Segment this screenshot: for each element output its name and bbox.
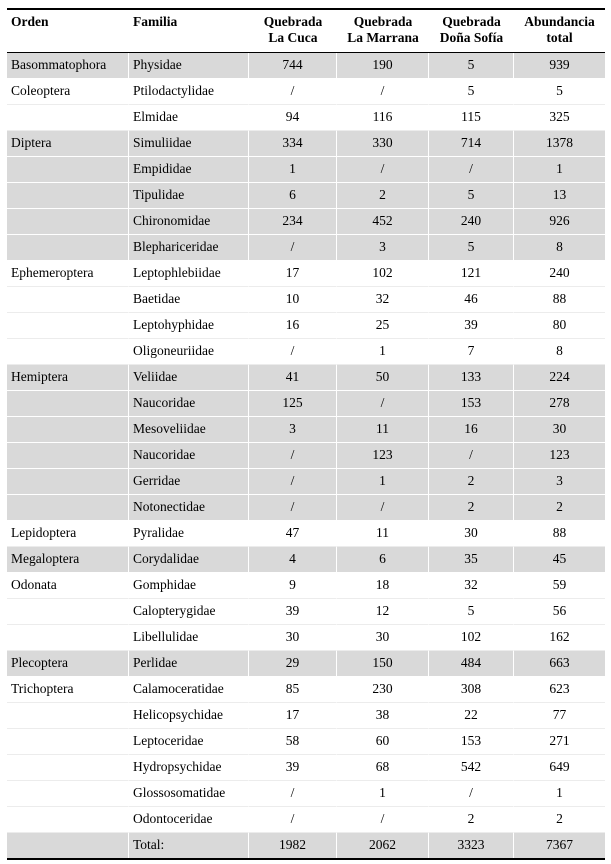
value-la-marrana: 11 (337, 417, 429, 443)
value-la-marrana: 68 (337, 755, 429, 781)
value-dona-sofia: 2 (429, 469, 514, 495)
col-header-quebrada-la-marrana-line1: Quebrada (353, 14, 413, 29)
col-header-familia (129, 10, 249, 53)
value-abundancia-total: 278 (514, 391, 605, 417)
table-row (7, 625, 605, 651)
value-abundancia-total: 1 (514, 157, 605, 183)
familia-cell: Naucoridae (129, 391, 249, 417)
value-la-marrana: 116 (337, 105, 429, 131)
value-la-cuca: 94 (249, 105, 337, 131)
familia-cell: Calamoceratidae (129, 677, 249, 703)
table-row (7, 313, 605, 339)
value-dona-sofia: 3323 (429, 833, 514, 858)
value-la-marrana: / (337, 79, 429, 105)
value-la-cuca: 85 (249, 677, 337, 703)
value-dona-sofia: 46 (429, 287, 514, 313)
orden-cell (7, 495, 129, 521)
orden-cell: Trichoptera (7, 677, 129, 703)
col-header-abundancia-total-line1: Abundancia (524, 14, 595, 29)
value-abundancia-total: 77 (514, 703, 605, 729)
value-dona-sofia: 714 (429, 131, 514, 157)
value-la-cuca: 17 (249, 703, 337, 729)
table-row (7, 287, 605, 313)
value-la-marrana: 50 (337, 365, 429, 391)
value-abundancia-total: 30 (514, 417, 605, 443)
value-abundancia-total: 5 (514, 79, 605, 105)
familia-cell: Calopterygidae (129, 599, 249, 625)
value-abundancia-total: 1378 (514, 131, 605, 157)
col-header-quebrada-dona-sofia-line1: Quebrada (442, 14, 501, 29)
value-abundancia-total: 224 (514, 365, 605, 391)
familia-cell: Leptophlebiidae (129, 261, 249, 287)
orden-cell (7, 729, 129, 755)
orden-cell: Ephemeroptera (7, 261, 129, 287)
value-dona-sofia: 2 (429, 807, 514, 833)
value-abundancia-total: 623 (514, 677, 605, 703)
table-row (7, 781, 605, 807)
orden-cell: Megaloptera (7, 547, 129, 573)
value-la-cuca: 1982 (249, 833, 337, 858)
value-la-marrana: 18 (337, 573, 429, 599)
value-dona-sofia: 115 (429, 105, 514, 131)
familia-cell: Empididae (129, 157, 249, 183)
orden-cell (7, 339, 129, 365)
table-row (7, 755, 605, 781)
value-la-marrana: 2 (337, 183, 429, 209)
value-dona-sofia: 542 (429, 755, 514, 781)
col-header-quebrada-dona-sofia (429, 10, 514, 53)
value-dona-sofia: 5 (429, 53, 514, 79)
value-abundancia-total: 649 (514, 755, 605, 781)
value-abundancia-total: 7367 (514, 833, 605, 858)
table-row (7, 495, 605, 521)
value-abundancia-total: 162 (514, 625, 605, 651)
value-la-cuca: 58 (249, 729, 337, 755)
table-row (7, 443, 605, 469)
orden-cell (7, 625, 129, 651)
value-abundancia-total: 88 (514, 287, 605, 313)
value-la-cuca: / (249, 443, 337, 469)
value-la-marrana: / (337, 495, 429, 521)
value-dona-sofia: 240 (429, 209, 514, 235)
orden-cell (7, 417, 129, 443)
col-header-orden-label: Orden (11, 14, 49, 29)
familia-cell: Hydropsychidae (129, 755, 249, 781)
value-la-cuca: / (249, 781, 337, 807)
value-la-cuca: 17 (249, 261, 337, 287)
table-row (7, 729, 605, 755)
orden-cell (7, 755, 129, 781)
value-abundancia-total: 1 (514, 781, 605, 807)
orden-cell (7, 807, 129, 833)
familia-cell: Naucoridae (129, 443, 249, 469)
value-dona-sofia: 133 (429, 365, 514, 391)
familia-cell: Gerridae (129, 469, 249, 495)
value-la-marrana: 452 (337, 209, 429, 235)
orden-cell (7, 391, 129, 417)
orden-cell: Hemiptera (7, 365, 129, 391)
familia-cell: Glossosomatidae (129, 781, 249, 807)
orden-cell (7, 443, 129, 469)
familia-cell: Veliidae (129, 365, 249, 391)
table-row (7, 469, 605, 495)
value-la-cuca: 29 (249, 651, 337, 677)
table-row (7, 651, 605, 677)
value-dona-sofia: / (429, 157, 514, 183)
orden-cell (7, 183, 129, 209)
orden-cell (7, 313, 129, 339)
value-la-cuca: 10 (249, 287, 337, 313)
value-abundancia-total: 325 (514, 105, 605, 131)
table-row (7, 79, 605, 105)
value-la-marrana: 230 (337, 677, 429, 703)
value-la-marrana: 30 (337, 625, 429, 651)
value-abundancia-total: 271 (514, 729, 605, 755)
data-table (7, 8, 605, 860)
value-la-marrana: 102 (337, 261, 429, 287)
value-dona-sofia: 30 (429, 521, 514, 547)
value-abundancia-total: 80 (514, 313, 605, 339)
value-la-cuca: 16 (249, 313, 337, 339)
orden-cell (7, 781, 129, 807)
table-row (7, 209, 605, 235)
table-row (7, 339, 605, 365)
orden-cell: Diptera (7, 131, 129, 157)
value-abundancia-total: 8 (514, 235, 605, 261)
table-row (7, 365, 605, 391)
col-header-orden (7, 10, 129, 53)
value-la-marrana: 1 (337, 781, 429, 807)
value-dona-sofia: 153 (429, 391, 514, 417)
value-dona-sofia: 2 (429, 495, 514, 521)
col-header-abundancia-total (514, 10, 605, 53)
value-dona-sofia: 308 (429, 677, 514, 703)
table-row (7, 547, 605, 573)
value-abundancia-total: 59 (514, 573, 605, 599)
orden-cell (7, 833, 129, 858)
value-la-cuca: / (249, 79, 337, 105)
value-la-marrana: 3 (337, 235, 429, 261)
orden-cell: Lepidoptera (7, 521, 129, 547)
value-abundancia-total: 8 (514, 339, 605, 365)
table-row (7, 131, 605, 157)
value-la-marrana: 60 (337, 729, 429, 755)
value-la-marrana: 123 (337, 443, 429, 469)
value-la-marrana: 12 (337, 599, 429, 625)
col-header-quebrada-la-marrana-line2: La Marrana (347, 30, 419, 46)
value-dona-sofia: 7 (429, 339, 514, 365)
familia-cell: Total: (129, 833, 249, 858)
value-la-marrana: 150 (337, 651, 429, 677)
familia-cell: Ptilodactylidae (129, 79, 249, 105)
familia-cell: Simuliidae (129, 131, 249, 157)
value-la-cuca: 47 (249, 521, 337, 547)
value-dona-sofia: 484 (429, 651, 514, 677)
table-row (7, 807, 605, 833)
orden-cell (7, 235, 129, 261)
value-abundancia-total: 939 (514, 53, 605, 79)
col-header-quebrada-dona-sofia-line2: Doña Sofía (439, 30, 504, 46)
table-row (7, 417, 605, 443)
value-la-marrana: 1 (337, 339, 429, 365)
value-dona-sofia: 16 (429, 417, 514, 443)
table-row (7, 105, 605, 131)
table-row (7, 677, 605, 703)
abundance-table (7, 8, 605, 860)
value-la-cuca: 3 (249, 417, 337, 443)
total-row (7, 833, 605, 858)
value-la-cuca: 39 (249, 599, 337, 625)
table-row (7, 391, 605, 417)
orden-cell (7, 157, 129, 183)
table-row (7, 599, 605, 625)
value-la-cuca: 1 (249, 157, 337, 183)
value-la-marrana: 6 (337, 547, 429, 573)
value-abundancia-total: 13 (514, 183, 605, 209)
value-la-cuca: / (249, 495, 337, 521)
table-row (7, 521, 605, 547)
value-abundancia-total: 2 (514, 807, 605, 833)
value-la-cuca: / (249, 469, 337, 495)
col-header-familia-label: Familia (133, 14, 178, 29)
table-row (7, 703, 605, 729)
value-la-marrana: 1 (337, 469, 429, 495)
value-dona-sofia: 153 (429, 729, 514, 755)
familia-cell: Tipulidae (129, 183, 249, 209)
value-dona-sofia: 39 (429, 313, 514, 339)
value-la-cuca: 39 (249, 755, 337, 781)
value-la-marrana: 11 (337, 521, 429, 547)
familia-cell: Corydalidae (129, 547, 249, 573)
value-la-cuca: / (249, 235, 337, 261)
table-row (7, 235, 605, 261)
value-la-cuca: 41 (249, 365, 337, 391)
value-abundancia-total: 240 (514, 261, 605, 287)
familia-cell: Gomphidae (129, 573, 249, 599)
value-la-marrana: 25 (337, 313, 429, 339)
value-dona-sofia: 5 (429, 79, 514, 105)
value-la-marrana: / (337, 807, 429, 833)
familia-cell: Elmidae (129, 105, 249, 131)
orden-cell (7, 209, 129, 235)
col-header-quebrada-la-cuca (249, 10, 337, 53)
value-la-marrana: 38 (337, 703, 429, 729)
orden-cell (7, 287, 129, 313)
value-la-cuca: 234 (249, 209, 337, 235)
table-row (7, 183, 605, 209)
value-abundancia-total: 926 (514, 209, 605, 235)
value-dona-sofia: 32 (429, 573, 514, 599)
value-dona-sofia: 22 (429, 703, 514, 729)
value-la-cuca: / (249, 339, 337, 365)
familia-cell: Blephariceridae (129, 235, 249, 261)
familia-cell: Chironomidae (129, 209, 249, 235)
value-la-cuca: 30 (249, 625, 337, 651)
value-la-marrana: 32 (337, 287, 429, 313)
orden-cell: Basommatophora (7, 53, 129, 79)
col-header-quebrada-la-marrana (337, 10, 429, 53)
value-dona-sofia: / (429, 443, 514, 469)
value-la-marrana: / (337, 157, 429, 183)
value-la-cuca: / (249, 807, 337, 833)
value-dona-sofia: 35 (429, 547, 514, 573)
familia-cell: Pyralidae (129, 521, 249, 547)
familia-cell: Libellulidae (129, 625, 249, 651)
value-dona-sofia: 5 (429, 235, 514, 261)
value-la-cuca: 744 (249, 53, 337, 79)
orden-cell: Coleoptera (7, 79, 129, 105)
value-abundancia-total: 3 (514, 469, 605, 495)
value-la-marrana: 190 (337, 53, 429, 79)
value-abundancia-total: 663 (514, 651, 605, 677)
value-la-cuca: 334 (249, 131, 337, 157)
familia-cell: Baetidae (129, 287, 249, 313)
table-row (7, 157, 605, 183)
familia-cell: Leptoceridae (129, 729, 249, 755)
value-la-cuca: 125 (249, 391, 337, 417)
orden-cell (7, 703, 129, 729)
value-abundancia-total: 45 (514, 547, 605, 573)
value-la-marrana: / (337, 391, 429, 417)
table-row (7, 261, 605, 287)
table-row (7, 573, 605, 599)
header-row (7, 10, 605, 53)
value-la-marrana: 330 (337, 131, 429, 157)
value-la-marrana: 2062 (337, 833, 429, 858)
familia-cell: Leptohyphidae (129, 313, 249, 339)
orden-cell (7, 105, 129, 131)
col-header-abundancia-total-line2: total (546, 30, 573, 46)
value-abundancia-total: 123 (514, 443, 605, 469)
familia-cell: Perlidae (129, 651, 249, 677)
familia-cell: Notonectidae (129, 495, 249, 521)
col-header-quebrada-la-cuca-line2: La Cuca (268, 30, 318, 46)
familia-cell: Mesoveliidae (129, 417, 249, 443)
orden-cell (7, 469, 129, 495)
value-dona-sofia: 5 (429, 599, 514, 625)
familia-cell: Physidae (129, 53, 249, 79)
value-abundancia-total: 88 (514, 521, 605, 547)
value-la-cuca: 4 (249, 547, 337, 573)
orden-cell: Plecoptera (7, 651, 129, 677)
value-dona-sofia: 5 (429, 183, 514, 209)
value-la-cuca: 6 (249, 183, 337, 209)
col-header-quebrada-la-cuca-line1: Quebrada (263, 14, 323, 29)
familia-cell: Helicopsychidae (129, 703, 249, 729)
table-row (7, 53, 605, 79)
value-abundancia-total: 2 (514, 495, 605, 521)
value-dona-sofia: / (429, 781, 514, 807)
value-dona-sofia: 102 (429, 625, 514, 651)
familia-cell: Odontoceridae (129, 807, 249, 833)
value-abundancia-total: 56 (514, 599, 605, 625)
familia-cell: Oligoneuriidae (129, 339, 249, 365)
orden-cell: Odonata (7, 573, 129, 599)
value-la-cuca: 9 (249, 573, 337, 599)
orden-cell (7, 599, 129, 625)
value-dona-sofia: 121 (429, 261, 514, 287)
